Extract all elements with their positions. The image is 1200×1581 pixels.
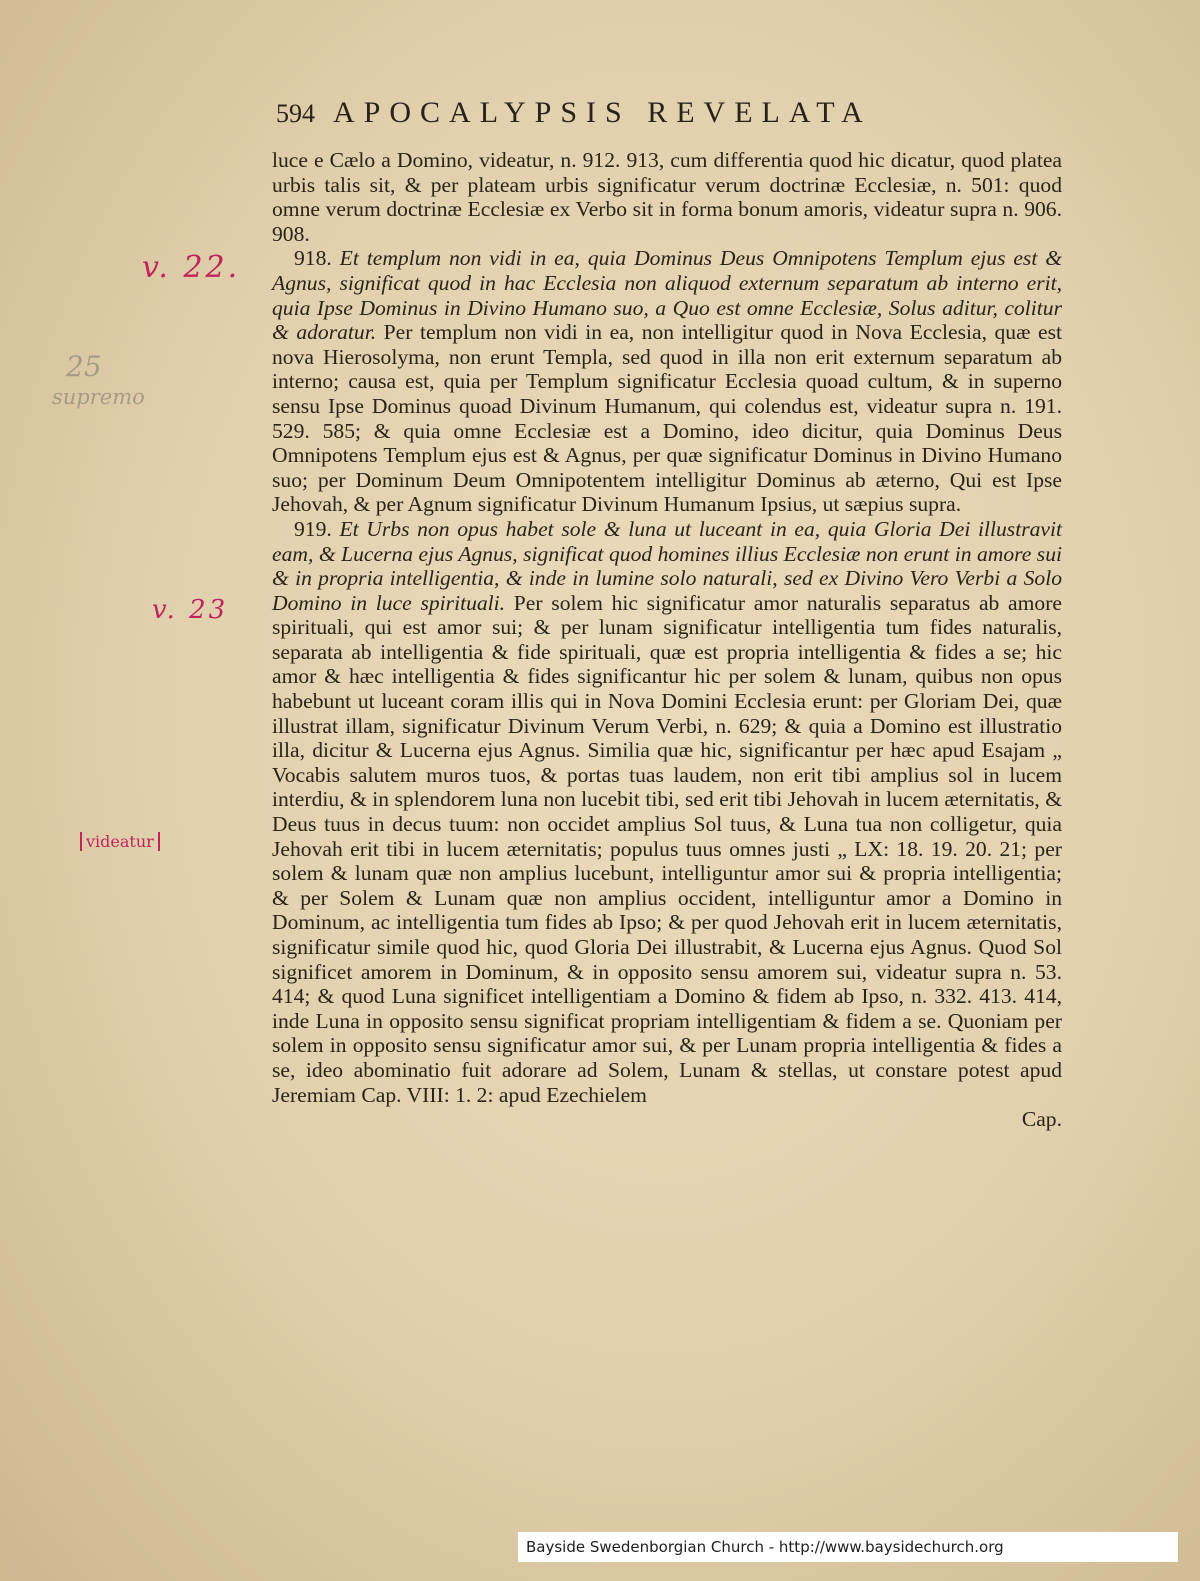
running-title: APOCALYPSIS REVELATA bbox=[333, 96, 872, 129]
paragraph-number: 919. bbox=[294, 516, 340, 541]
margin-pencil-note bbox=[52, 352, 145, 412]
catchword: Cap. bbox=[1021, 1107, 1062, 1132]
margin-pencil-word: supremo bbox=[52, 385, 145, 409]
margin-note-verse-23: v. 23 bbox=[152, 595, 229, 625]
body-text bbox=[272, 148, 1062, 1132]
footer-credit: Bayside Swedenborgian Church - http://www.baysidechurch.org bbox=[518, 1532, 1178, 1562]
paragraph-918 bbox=[272, 246, 1062, 517]
paragraph-number: 918. bbox=[294, 246, 340, 271]
running-header bbox=[276, 96, 1036, 130]
paragraph-italic-lemma: Et templum non vidi in ea, quia Dominus Deus Omnipotens Templum ejus est & Agnus, significat quod in hac Ecclesia non aliquod externum separatum ab interno erit, quia Ipse Dominus in Divino Humano suo, a Quo est omne Ecclesiæ, Solus aditur, colitur & adoratur. bbox=[272, 246, 1063, 345]
margin-note-verse-22: v. 22. bbox=[142, 250, 241, 285]
paragraph-text: luce e Cælo a Domino, videatur, n. 912. 913, cum differentia quod hic dicatur, quod platea urbis talis sit, & per plateam urbis significatur verum doctrinæ Ecclesiæ, n. 501: quod omne verum doctrinæ Ecclesiæ ex Verbo sit in forma bonum amoris, videatur supra n. 906. 908. bbox=[272, 148, 1062, 246]
margin-bracketed-word: videatur bbox=[80, 832, 160, 851]
paragraph-text: Per templum non vidi in ea, non intelligitur quod in Nova Ecclesia, quæ est nova Hierosolyma, non erunt Templa, sed quod in illa non erit externum separatum ab interno; causa est, quia per Templum significatur Ecclesia quoad cultum, & in superno sensu Ipse Dominus quoad Divinum Humanum, qui colendus est, videatur supra n. 191. 529. 585; & quia omne Ecclesiæ est a Domino, ideo dicitur, quia Dominus Deus Omnipotens Templum ejus est & Agnus, per quæ significatur Dominus in Divino Humano suo; per Dominum Deum Omnipotentem intelligitur Dominus ab æterno, Qui est Ipse Jehovah, & per Agnum significatur Divinum Humanum Ipsius, ut sæpius supra. bbox=[272, 320, 1063, 517]
margin-pencil-number: 25 bbox=[66, 350, 102, 383]
paragraph-919 bbox=[272, 517, 1062, 1107]
page-number: 594 bbox=[276, 99, 315, 128]
paragraph-continuation bbox=[272, 148, 1062, 246]
paragraph-italic-lemma: Et Urbs non opus habet sole & luna ut luceant in ea, quia Gloria Dei illustravit eam, & Lucerna ejus Agnus, significat quod homines illius Ecclesiæ non erunt in amore sui & in propria intelligentia, & inde in lumine solo naturali, sed ex Divino Vero Verbi a Solo Domino in luce spirituali. bbox=[272, 516, 1062, 615]
paragraph-text: Per solem hic significatur amor naturalis separatus ab amore spirituali, qui est amor sui; & per lunam significatur intelligentia tum fides naturalis, separata ab intelligentia & fide spirituali, quæ est propria intelligentia & fides a se; hic amor & hæc intelligentia & fides significantur hic per solem & lunam, quibus non opus habebunt ut luceant coram illis qui in Nova Domini Ecclesia erunt: per Gloriam Dei, quæ illustrat illam, significatur Divinum Verum Verbi, n. 629; & quia a Domino est illustratio illa, dicitur & Lucerna ejus Agnus. Similia quæ hic, significantur per hæc apud Esajam „ Vocabis salutem muros tuos, & portas tuas laudem, non erit tibi amplius sol in lucem interdiu, & in splendorem luna non lucebit tibi, sed erit tibi Jehovah in lucem æternitatis, & Deus tuus in decus tuum: non occidet amplius Sol tuus, & Luna tua non colligetur, quia Jehovah erit tibi in lucem æternitatis; populus tuus omnes justi „ LX: 18. 19. 20. 21; per solem & lunam quæ non amplius lucebunt, intelliguntur amor sui & propria intelligentia; & per Solem & Lunam quæ non amplius occident, intelliguntur amor a Domino in Dominum, ac intelligentia tum fides ab Ipso; & per quod Jehovah erit in lucem æternitatis, significatur simile quod hic, quod Gloria Dei illustrabit, & Lucerna ejus Agnus. Quod Sol significet amorem in Dominum, & in opposito sensu amorem sui, videatur supra n. 53. 414; & quod Luna significet intelligentiam a Domino & fidem ab Ipso, n. 332. 413. 414, inde Luna in opposito sensu significat propriam intelligentiam & fidem a se. Quoniam per solem in opposito sensu significatur amor sui, & per Lunam propria intelligentia & fides a se, ideo abominatio fuit adorare ad Solem, Lunam & stellas, ut constare potest apud Jeremiam Cap. VIII: 1. 2: apud Ezechielem bbox=[272, 590, 1062, 1107]
